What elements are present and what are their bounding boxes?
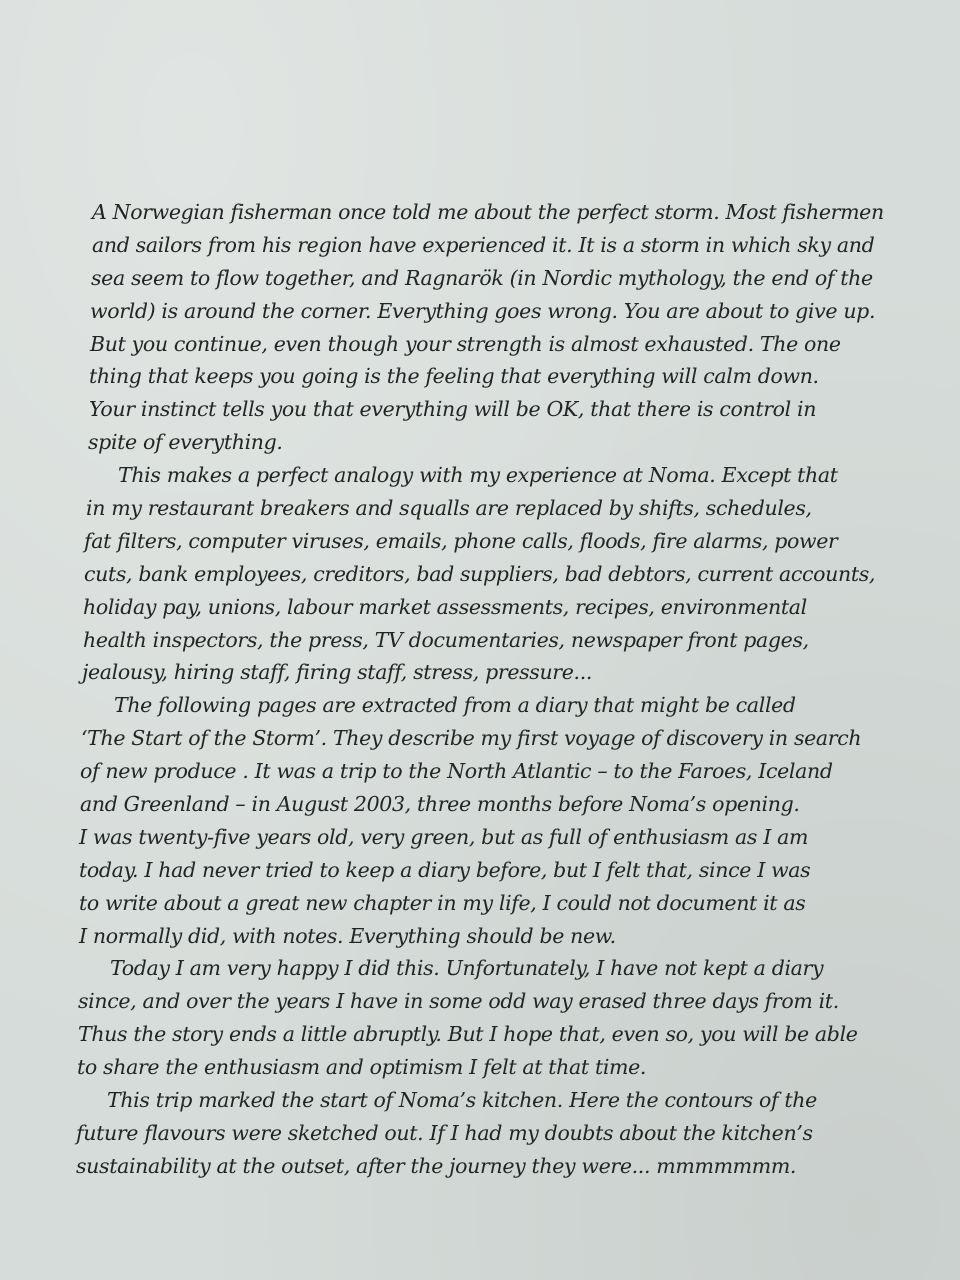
- text-line: But you continue, even though your strength is almost exhausted. The one: [90, 331, 841, 356]
- text-line: This trip marked the start of Noma’s kitchen. Here the contours of the: [107, 1088, 817, 1113]
- text-line: fat filters, computer viruses, emails, phone calls, floods, fire alarms, power: [84, 528, 838, 553]
- text-line: health inspectors, the press, TV documentaries, newspaper front pages,: [83, 627, 809, 652]
- text-line: holiday pay, unions, labour market assessments, recipes, environmental: [83, 594, 807, 619]
- text-line: to share the enthusiasm and optimism I felt at that time.: [77, 1055, 647, 1080]
- text-line: since, and over the years I have in some odd way erased three days from it.: [78, 989, 839, 1014]
- text-line: sea seem to flow together, and Ragnarök (in Nordic mythology, the end of the: [91, 265, 873, 290]
- text-line: cuts, bank employees, creditors, bad suppliers, bad debtors, current accounts,: [84, 561, 876, 586]
- text-line: The following pages are extracted from a diary that might be called: [114, 693, 796, 718]
- text-line: Thus the story ends a little abruptly. But I hope that, even so, you will be able: [78, 1022, 858, 1047]
- text-line: sustainability at the outset, after the journey they were... mmmmmmm.: [76, 1153, 797, 1178]
- text-line: ‘The Start of the Storm’. They describe my first voyage of discovery in search: [81, 726, 862, 751]
- text-line: I was twenty-five years old, very green, but as full of enthusiasm as I am: [79, 824, 809, 849]
- text-line: Your instinct tells you that everything will be OK, that there is control in: [89, 397, 817, 422]
- text-line: spite of everything.: [88, 430, 283, 455]
- text-line: future flavours were sketched out. If I had my doubts about the kitchen’s: [76, 1120, 813, 1145]
- text-line: I normally did, with notes. Everything should be new.: [79, 923, 616, 948]
- body-text: [70, 196, 940, 1183]
- text-line: thing that keeps you going is the feeling that everything will calm down.: [89, 364, 819, 389]
- text-line: A Norwegian fisherman once told me about the perfect storm. Most fishermen: [92, 200, 884, 224]
- text-line: of new produce . It was a trip to the North Atlantic – to the Faroes, Iceland: [80, 759, 833, 784]
- text-line: to write about a great new chapter in my life, I could not document it as: [79, 890, 806, 915]
- text-line: and Greenland – in August 2003, three months before Noma’s opening.: [80, 792, 800, 817]
- text-line: in my restaurant breakers and squalls are replaced by shifts, schedules,: [86, 496, 812, 521]
- text-line: world) is around the corner. Everything goes wrong. You are about to give up.: [90, 298, 876, 323]
- text-line: Today I am very happy I did this. Unfortunately, I have not kept a diary: [110, 956, 824, 981]
- text-line: This makes a perfect analogy with my experience at Noma. Except that: [118, 463, 838, 488]
- text-line: jealousy, hiring staff, firing staff, stress, pressure...: [82, 660, 593, 685]
- text-line: today. I had never tried to keep a diary before, but I felt that, since I was: [79, 857, 811, 882]
- text-line: and sailors from his region have experienced it. It is a storm in which sky and: [92, 232, 875, 257]
